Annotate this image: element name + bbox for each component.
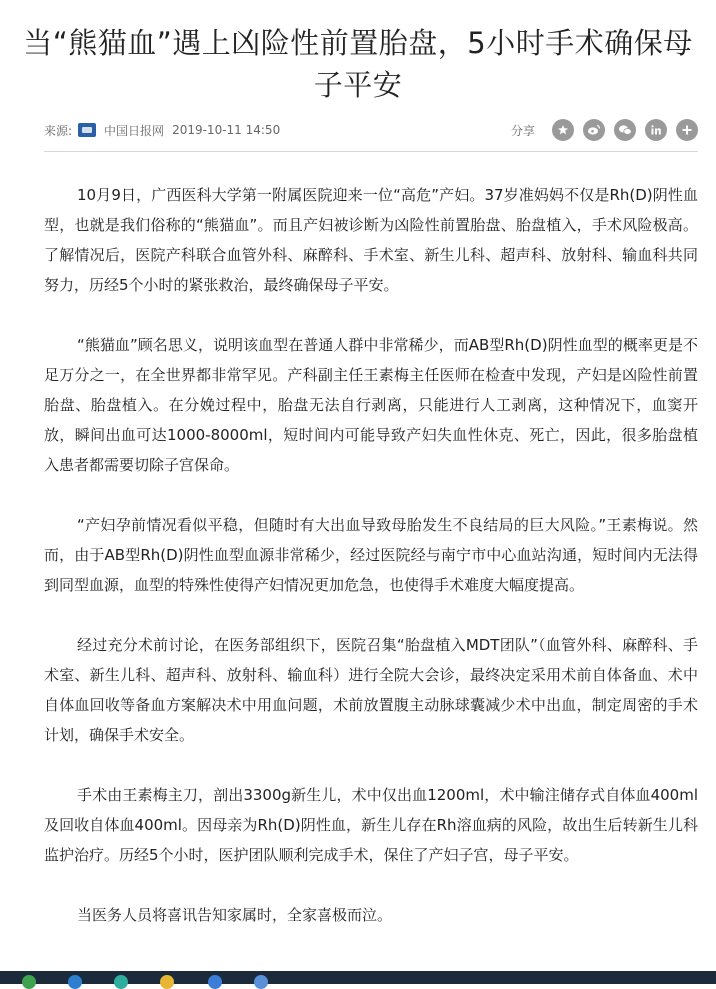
more-plus-icon[interactable] [676,119,698,141]
source-label: 来源: [44,123,73,138]
linkedin-icon[interactable] [645,119,667,141]
paragraph: “产妇孕前情况看似平稳，但随时有大出血导致母胎发生不良结局的巨大风险。”王素梅说。然而，由于AB型Rh(D)阴性血型血源非常稀少，经过医院经与南宁市中心血站沟通，短时间内无法得到同型血源，血型的特殊性使得产妇情况更加危急，也使得手术难度大幅度提高。 [44,516,698,594]
publish-datetime: 2019-10-11 14:50 [172,123,281,137]
meta-divider [44,151,698,152]
paragraph: “熊猫血”顾名思义，说明该血型在普通人群中非常稀少，而AB型Rh(D)阴性血型的概率更是不足万分之一，在全世界都非常罕见。产科副主任王素梅主任医师在检查中发现，产妇是凶险性前置胎盘、胎盘植入。在分娩过程中，胎盘无法自行剥离，只能进行人工剥离，这种情况下，血窦开放，瞬间出血可达1000-8000ml，短时间内可能导致产妇失血性休克、死亡，因此，很多胎盘植入患者都需要切除子宫保命。 [44,336,698,474]
share-label: 分享 [510,123,535,138]
source-logo-icon [78,123,96,137]
weibo-icon[interactable] [583,119,605,141]
source-name[interactable]: 中国日报网 [104,123,165,138]
paragraph: 经过充分术前讨论，在医务部组织下，医院召集“胎盘植入MDT团队”（血管外科、麻醉科、手术室、新生儿科、超声科、放射科、输血科）进行全院大会诊，最终决定采用术前自体备血、术中自体血回收等备血方案解决术中用血问题，术前放置腹主动脉球囊减少术中出血，制定周密的手术计划，确保手术安全。 [44,636,698,744]
taskbar-app-icon[interactable] [68,975,82,989]
os-taskbar [0,971,716,984]
article-body [44,180,698,960]
taskbar-app-icon[interactable] [160,975,174,989]
paragraph: 手术由王素梅主刀，剖出3300g新生儿，术中仅出血1200ml，术中输注储存式自体血400ml及回收自体血400ml。因母亲为Rh(D)阴性血，新生儿存在Rh溶血病的风险，故出生后转新生儿科监护治疗。历经5个小时，医护团队顺利完成手术，保住了产妇子宫，母子平安。 [44,786,698,864]
wechat-icon[interactable] [614,119,636,141]
article-title: 当“熊猫血”遇上凶险性前置胎盘，5小时手术确保母子平安 [23,26,693,102]
taskbar-app-icon[interactable] [208,975,222,989]
paragraph: 当医务人员将喜讯告知家属时，全家喜极而泣。 [77,906,393,924]
paragraph: 10月9日，广西医科大学第一附属医院迎来一位“高危”产妇。37岁准妈妈不仅是Rh(D)阴性血型，也就是我们俗称的“熊猫血”。而且产妇被诊断为凶险性前置胎盘、胎盘植入，手术风险极高。了解情况后，医院产科联合血管外科、麻醉科、手术室、新生儿科、超声科、放射科、输血科共同努力，历经5个小时的紧张救治，最终确保母子平安。 [44,186,698,294]
article-meta [44,116,698,144]
taskbar-app-icon[interactable] [114,975,128,989]
taskbar-app-icon[interactable] [254,975,268,989]
favorite-icon[interactable] [552,119,574,141]
taskbar-app-icon[interactable] [22,975,36,989]
